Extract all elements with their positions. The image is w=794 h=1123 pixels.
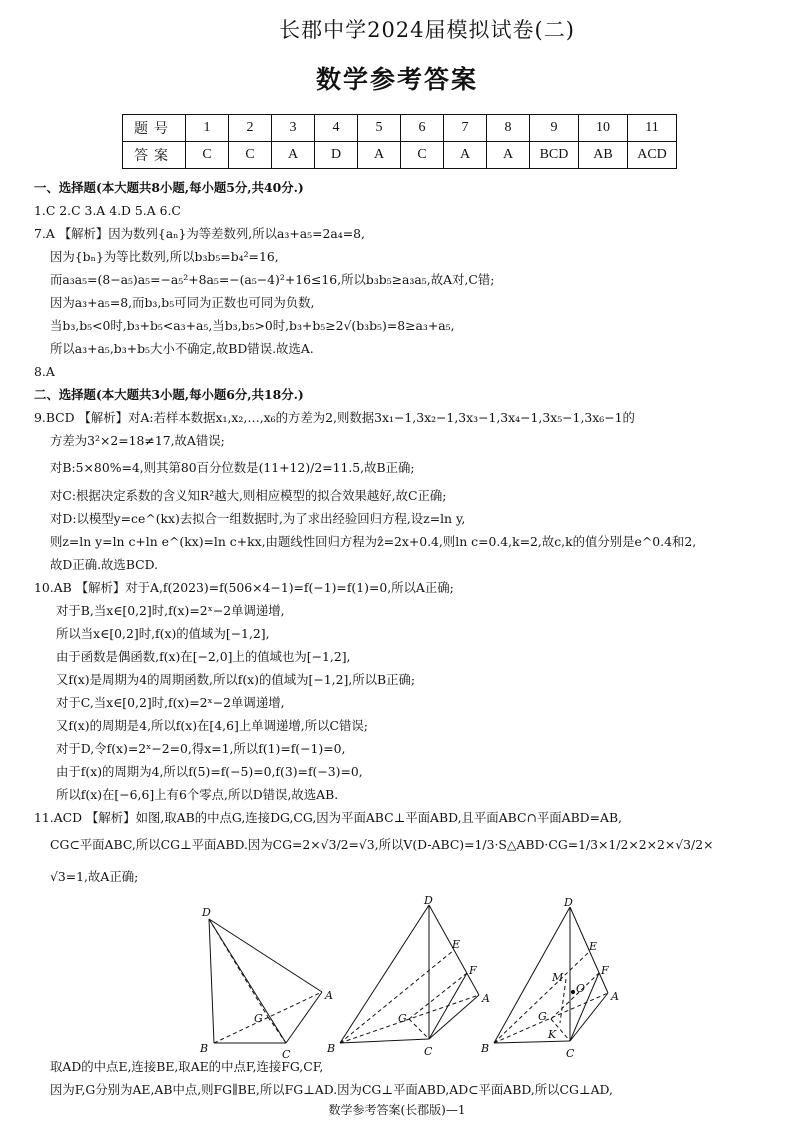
figure-3-label: B bbox=[481, 1042, 490, 1055]
answer-cell: C bbox=[401, 142, 444, 169]
solution-line: 方差为3²×2=18≠17,故A错误; bbox=[50, 433, 225, 448]
figure-2-label: B bbox=[327, 1042, 336, 1055]
solution-line: 取AD的中点E,连接BE,取AE的中点F,连接FG,CF, bbox=[50, 1059, 324, 1074]
question-number-cell: 3 bbox=[272, 115, 315, 142]
segment-DG bbox=[209, 919, 268, 1017]
answer-cell: C bbox=[229, 142, 272, 169]
question-number-cell: 7 bbox=[444, 115, 487, 142]
solution-line: 因为a₃+a₅=8,而b₃,b₅可同为正数也可同为负数, bbox=[50, 295, 315, 310]
solution-line: 则z=ln y=ln c+ln e^(kx)=ln c+kx,由题线性回归方程为ẑ=2x+0.4,则ln c=0.4,k=2,故c,k的值分别是e^0.4和2, bbox=[50, 534, 697, 549]
segment-GC bbox=[409, 1019, 429, 1039]
solution-line: 因为{bₙ}为等比数列,所以b₃b₅=b₄²=16, bbox=[50, 249, 279, 264]
question-number-cell: 2 bbox=[229, 115, 272, 142]
figure-3-label: G bbox=[538, 1010, 547, 1023]
solution-line: 对于D,令f(x)=2ˣ−2=0,得x=1,所以f(1)=f(−1)=0, bbox=[56, 741, 346, 756]
solution-line: 9.BCD 【解析】对A:若样本数据x₁,x₂,…,x₆的方差为2,则数据3x₁−1,3x₂−1,3x₃−1,3x₄−1,3x₅−1,3x₆−1的 bbox=[34, 410, 635, 425]
figure-3-label: E bbox=[589, 940, 598, 953]
figure-1-label: B bbox=[200, 1042, 209, 1055]
figure-2-label: F bbox=[469, 964, 477, 977]
figure-1 bbox=[209, 919, 322, 1043]
question-number-cell: 11 bbox=[628, 115, 677, 142]
edge-BC bbox=[494, 1041, 570, 1043]
edge-CA bbox=[286, 992, 322, 1043]
question-number-cell: 5 bbox=[358, 115, 401, 142]
solution-line: 故D正确.故选BCD. bbox=[50, 557, 159, 572]
question-number-cell: 6 bbox=[401, 115, 444, 142]
solution-line: 7.A 【解析】因为数列{aₙ}为等差数列,所以a₃+a₅=2a₄=8, bbox=[34, 226, 365, 241]
edge-CA bbox=[429, 995, 479, 1039]
solution-line: CG⊂平面ABC,所以CG⊥平面ABD.因为CG=2×√3/2=√3,所以V(D-ABC)=1/3·S△ABD·CG=1/3×1/2×2×2×√3/2× bbox=[50, 837, 714, 852]
question-number-cell: 10 bbox=[579, 115, 628, 142]
figure-1-label: D bbox=[202, 906, 211, 919]
section-heading: 一、选择题(本大题共8小题,每小题5分,共40分.) bbox=[34, 180, 304, 195]
answer-cell: C bbox=[186, 142, 229, 169]
solution-line: 因为F,G分别为AE,AB中点,则FG∥BE,所以FG⊥AD.因为CG⊥平面ABD,AD⊂平面ABD,所以CG⊥AD, bbox=[50, 1082, 613, 1097]
answer-cell: A bbox=[487, 142, 530, 169]
solution-line: 对于B,当x∈[0,2]时,f(x)=2ˣ−2单调递增, bbox=[56, 603, 285, 618]
figure-3-label: A bbox=[611, 990, 619, 1003]
solution-body bbox=[34, 176, 774, 1101]
figure-2-label: D bbox=[424, 894, 433, 907]
answer-table-number-row bbox=[123, 115, 677, 142]
solution-line: 又f(x)是周期为4的周期函数,所以f(x)的值域为[−1,2],所以B正确; bbox=[56, 672, 416, 687]
figure-3-label: O bbox=[576, 982, 586, 995]
point-O bbox=[571, 990, 574, 993]
figure-1-label: A bbox=[325, 989, 333, 1002]
solution-line: 所以当x∈[0,2]时,f(x)的值域为[−1,2], bbox=[56, 626, 270, 641]
figure-2-label: A bbox=[482, 992, 490, 1005]
section-heading: 二、选择题(本大题共3小题,每小题6分,共18分.) bbox=[34, 387, 304, 402]
segment-CF bbox=[429, 973, 467, 1039]
answer-table-answer-row bbox=[123, 142, 677, 169]
figure-2 bbox=[340, 905, 479, 1043]
edge-DA bbox=[209, 919, 322, 992]
solution-line: 对D:以模型y=ce^(kx)去拟合一组数据时,为了求出经验回归方程,设z=ln y, bbox=[50, 511, 466, 526]
figure-1-label: C bbox=[282, 1048, 291, 1061]
answer-line: 1.C 2.C 3.A 4.D 5.A 6.C bbox=[34, 203, 181, 218]
solution-line: 对B:5×80%=4,则其第80百分位数是(11+12)/2=11.5,故B正确; bbox=[50, 460, 415, 475]
solution-line: 10.AB 【解析】对于A,f(2023)=f(506×4−1)=f(−1)=f(1)=0,所以A正确; bbox=[34, 580, 454, 595]
answer-cell: AB bbox=[579, 142, 628, 169]
figure-1-label: G bbox=[254, 1012, 263, 1025]
figure-2-label: C bbox=[424, 1045, 433, 1058]
exam-title: 长郡中学2024届模拟试卷(二) bbox=[279, 18, 575, 42]
solution-line: 对C:根据决定系数的含义知R²越大,则相应模型的拟合效果越好,故C正确; bbox=[50, 488, 447, 503]
solution-line: √3=1,故A正确; bbox=[50, 869, 139, 884]
answer-cell: D bbox=[315, 142, 358, 169]
answer-cell: A bbox=[444, 142, 487, 169]
figure-2-label: E bbox=[452, 938, 461, 951]
page-footer: 数学参考答案(长郡版)—1 bbox=[328, 1103, 466, 1117]
edge-DB bbox=[340, 905, 429, 1043]
document-title: 数学参考答案 bbox=[315, 65, 478, 94]
figure-3-label: K bbox=[548, 1028, 557, 1041]
question-number-cell: 1 bbox=[186, 115, 229, 142]
question-number-cell: 4 bbox=[315, 115, 358, 142]
edge-DB bbox=[209, 919, 214, 1043]
solution-line: 而a₃a₅=(8−a₅)a₅=−a₅²+8a₅=−(a₅−4)²+16≤16,所以b₃b₅≥a₃a₅,故A对,C错; bbox=[50, 272, 495, 287]
answer-cell: A bbox=[272, 142, 315, 169]
answer-table-row-label: 题号 bbox=[123, 115, 186, 142]
figure-3-label: M bbox=[552, 971, 564, 984]
answer-cell: ACD bbox=[628, 142, 677, 169]
answer-line: 8.A bbox=[34, 364, 55, 379]
solution-line: 对于C,当x∈[0,2]时,f(x)=2ˣ−2单调递增, bbox=[56, 695, 285, 710]
edge-BC bbox=[340, 1039, 429, 1043]
figure-3-label: F bbox=[601, 964, 609, 977]
question-number-cell: 9 bbox=[530, 115, 579, 142]
question-number-cell: 8 bbox=[487, 115, 530, 142]
figure-2-label: G bbox=[398, 1012, 407, 1025]
answer-table bbox=[122, 114, 677, 169]
solution-line: 由于f(x)的周期为4,所以f(5)=f(−5)=0,f(3)=f(−3)=0, bbox=[56, 764, 363, 779]
solution-line: 所以f(x)在[−6,6]上有6个零点,所以D错误,故选AB. bbox=[56, 787, 339, 802]
figure-3-label: D bbox=[564, 896, 573, 909]
figure-3-label: C bbox=[566, 1047, 575, 1060]
geometry-figures bbox=[34, 894, 774, 1061]
answer-cell: A bbox=[358, 142, 401, 169]
solution-line: 当b₃,b₅<0时,b₃+b₅<a₃+a₅,当b₃,b₅>0时,b₃+b₅≥2√(b₃b₅)=8≥a₃+a₅, bbox=[50, 318, 455, 333]
solution-line: 11.ACD 【解析】如图,取AB的中点G,连接DG,CG,因为平面ABC⊥平面ABD,且平面ABC∩平面ABD=AB, bbox=[34, 810, 622, 825]
edge-CA bbox=[570, 993, 608, 1041]
answer-table-row-label: 答案 bbox=[123, 142, 186, 169]
solution-line: 由于函数是偶函数,f(x)在[−2,0]上的值域也为[−1,2], bbox=[56, 649, 351, 664]
solution-line: 又f(x)的周期是4,所以f(x)在[4,6]上单调递增,所以C错误; bbox=[56, 718, 368, 733]
answer-cell: BCD bbox=[530, 142, 579, 169]
solution-line: 所以a₃+a₅,b₃+b₅大小不确定,故BD错误.故选A. bbox=[50, 341, 314, 356]
